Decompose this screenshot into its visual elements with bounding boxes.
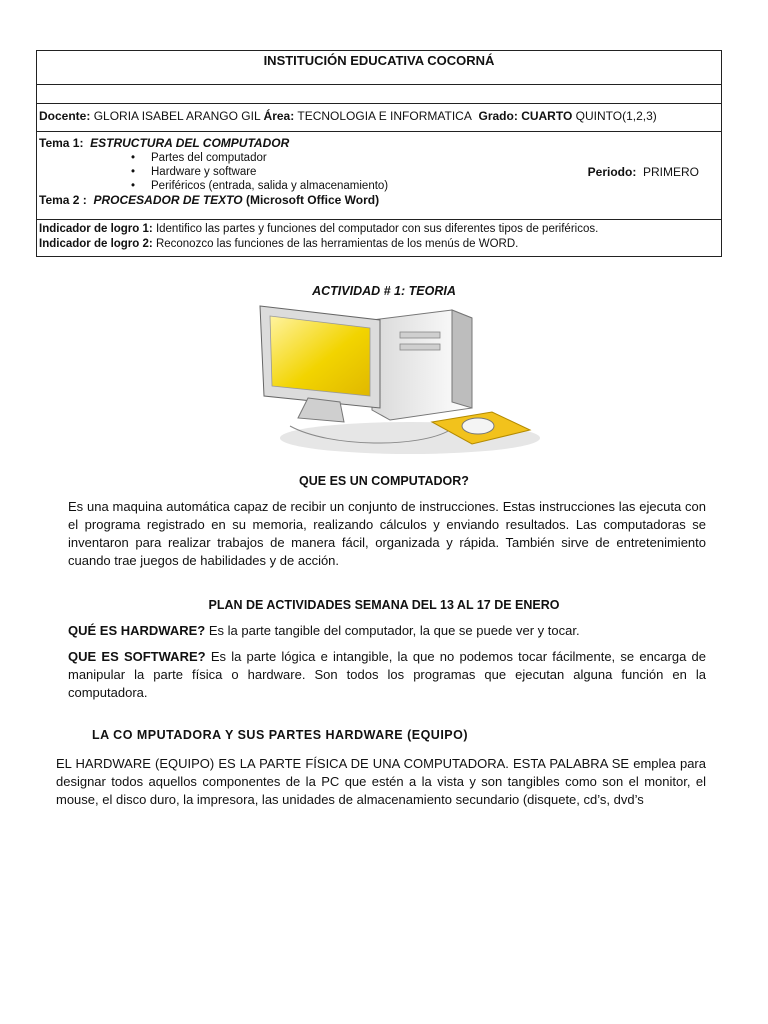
indicador1 bbox=[39, 222, 721, 237]
computer-definition: Es una maquina automática capaz de recibir un conjunto de instrucciones. Estas instrucciones las ejecuta con el programa registrado en su memoria, realizando cálculos y enviando resultados. Las computadoras se inventaron para realizar trabajos de manera fácil, organizada y rápida. También sirve de entretenimiento cuando trae juegos de habilidades y de acción. bbox=[68, 499, 706, 568]
list-item: • Periféricos (entrada, salida y almacenamiento) bbox=[39, 179, 721, 193]
question-title: QUE ES UN COMPUTADOR? bbox=[299, 474, 469, 488]
software-answer: Es la parte lógica e intangible, la que no podemos tocar fácilmente, se encarga de manipular la parte física o hardware. Son todos los programas que ejecutan alguna función en la computadora. bbox=[68, 649, 706, 700]
computer-illustration bbox=[240, 298, 540, 458]
docente-row bbox=[37, 104, 721, 132]
tema1-line bbox=[39, 136, 721, 151]
indicador2-label: Indicador de logro 2: bbox=[39, 238, 153, 250]
hardware-answer: Es la parte tangible del computador, la que se puede ver y tocar. bbox=[208, 623, 580, 638]
institution-title: INSTITUCIÓN EDUCATIVA COCORNÁ bbox=[37, 51, 721, 85]
tema2-extra: (Microsoft Office Word) bbox=[245, 193, 380, 207]
list-item: • Partes del computador bbox=[39, 151, 721, 165]
area-label: Área: bbox=[263, 109, 295, 123]
list-item: • Hardware y software bbox=[39, 165, 721, 179]
area-value: TECNOLOGIA E INFORMATICA bbox=[297, 109, 472, 123]
periodo-label: Periodo: bbox=[587, 165, 637, 179]
header-table bbox=[36, 50, 722, 257]
grado-label: Grado: bbox=[478, 109, 518, 123]
periodo bbox=[588, 165, 699, 180]
indicadores-row bbox=[37, 220, 721, 256]
indicador2 bbox=[39, 237, 721, 252]
parts-title: LA CO MPUTADORA Y SUS PARTES HARDWARE (EQUIPO) bbox=[92, 728, 469, 742]
activity-title: ACTIVIDAD # 1: TEORIA bbox=[312, 284, 456, 298]
parts-paragraph: EL HARDWARE (EQUIPO) ES LA PARTE FÍSICA DE UNA COMPUTADORA. ESTA PALABRA SE emplea para designar todos aquellos componentes de la PC que estén a la vista y son tangibles como son el monitor, el mouse, el disco duro, la impresora, las unidades de almacenamiento secundario (disquete, cd’s, dvd’s bbox=[56, 756, 706, 807]
empty-row bbox=[37, 85, 721, 104]
indicador2-text: Reconozco las funciones de las herramientas de los menús de WORD. bbox=[155, 238, 519, 250]
tema2-line bbox=[39, 193, 721, 208]
hardware-paragraph bbox=[68, 622, 706, 640]
docente-value: GLORIA ISABEL ARANGO GIL bbox=[93, 109, 261, 123]
hardware-question: QUÉ ES HARDWARE? bbox=[68, 623, 206, 638]
grado-value: QUINTO(1,2,3) bbox=[575, 109, 657, 123]
temas-row bbox=[37, 132, 721, 220]
software-paragraph bbox=[68, 648, 706, 702]
tema1-title: ESTRUCTURA DEL COMPUTADOR bbox=[90, 136, 290, 150]
tema2-title: PROCESADOR DE TEXTO bbox=[93, 193, 243, 207]
indicador1-text: Identifico las partes y funciones del computador con sus diferentes tipos de periféricos. bbox=[155, 223, 599, 235]
tema1-label: Tema 1: bbox=[39, 136, 84, 150]
docente-label: Docente: bbox=[39, 109, 91, 123]
periodo-value: PRIMERO bbox=[642, 165, 699, 179]
tema2-label: Tema 2 : bbox=[39, 193, 87, 207]
software-question: QUE ES SOFTWARE? bbox=[68, 649, 206, 664]
grado-value-bold: CUARTO bbox=[521, 109, 573, 123]
plan-title: PLAN DE ACTIVIDADES SEMANA DEL 13 AL 17 DE ENERO bbox=[208, 598, 560, 612]
indicador1-label: Indicador de logro 1: bbox=[39, 223, 153, 235]
